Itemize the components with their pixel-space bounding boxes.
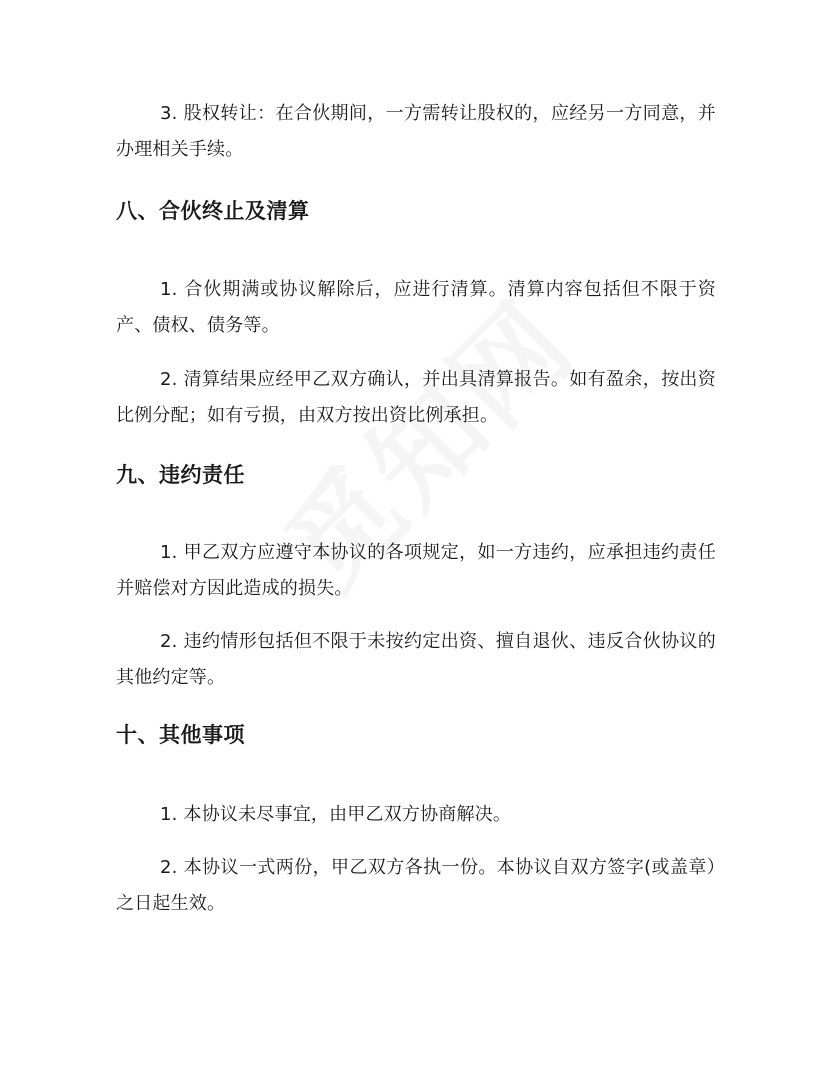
clause-8-1: 1. 合伙期满或协议解除后，应进行清算。清算内容包括但不限于资产、债权、债务等。 xyxy=(116,279,716,336)
section-10-heading: 十、其他事项 xyxy=(116,723,245,747)
clause-10-2: 2. 本协议一式两份，甲乙双方各执一份。本协议自双方签字(或盖章）之日起生效。 xyxy=(116,857,716,914)
clause-8-2: 2. 清算结果应经甲乙双方确认，并出具清算报告。如有盈余，按出资比例分配；如有亏损，由双方按出资比例承担。 xyxy=(116,369,716,426)
clause-7-3: 3. 股权转让：在合伙期间，一方需转让股权的，应经另一方同意，并办理相关手续。 xyxy=(116,103,716,160)
clause-9-2: 2. 违约情形包括但不限于未按约定出资、擅自退伙、违反合伙协议的其他约定等。 xyxy=(116,631,716,688)
section-8-heading: 八、合伙终止及清算 xyxy=(116,199,310,223)
clause-9-1: 1. 甲乙双方应遵守本协议的各项规定，如一方违约，应承担违约责任并赔偿对方因此造成的损失。 xyxy=(116,542,716,599)
section-9-heading: 九、违约责任 xyxy=(116,463,245,487)
clause-10-1: 1. 本协议未尽事宜，由甲乙双方协商解决。 xyxy=(160,804,512,825)
